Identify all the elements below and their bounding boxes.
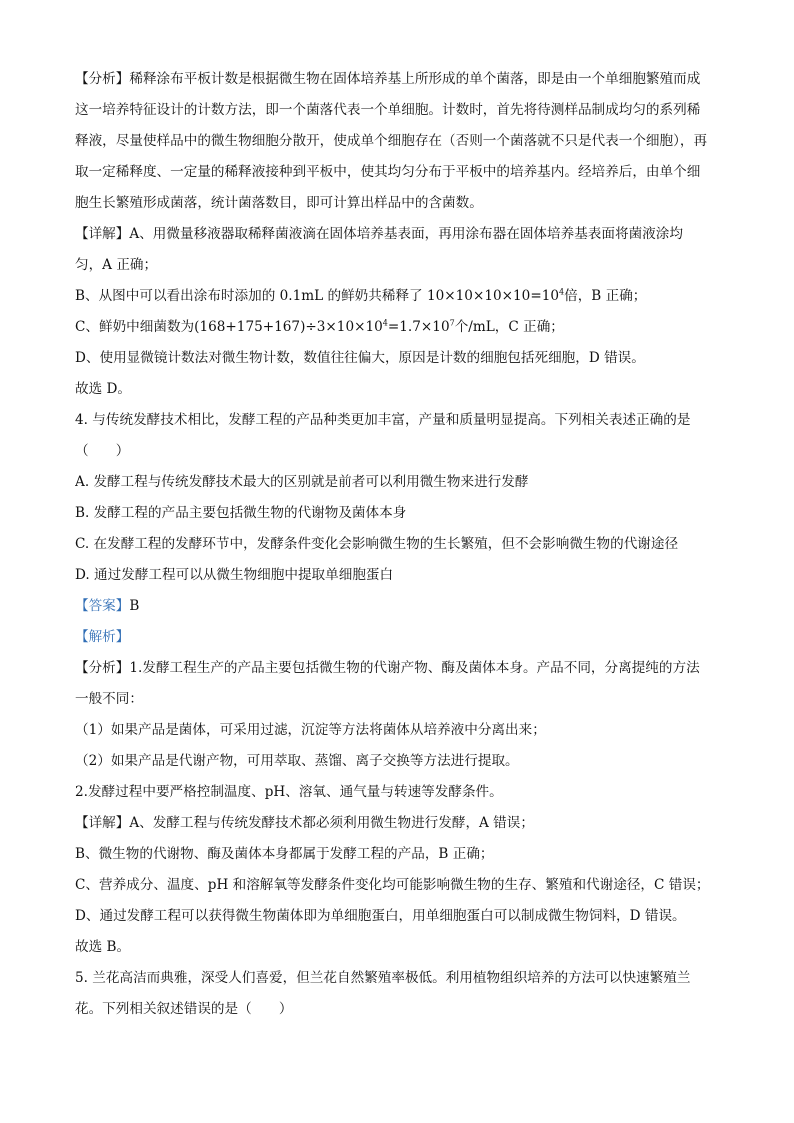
q4-detail-d: D、通过发酵工程可以获得微生物菌体即为单细胞蛋白，用单细胞蛋白可以制成微生物饲料，D 错误。 — [75, 908, 686, 924]
q3-detail-line-1 — [75, 224, 725, 244]
q3-detail-b — [75, 286, 725, 306]
q3-detail-d: D、使用显微镜计数法对微生物计数，数值往往偏大，原因是计数的细胞包括死细胞，D 错误。 — [75, 350, 645, 366]
q4-conclusion: 故选 B。 — [75, 939, 131, 955]
text: A、用微量移液器取稀释菌液滴在固体培养基表面，再用涂布器在固体培养基表面将菌液涂均 — [129, 226, 683, 242]
q3-analysis-line-4: 取一定稀释度、一定量的稀释液接种到平板中，使其均匀分布于平板中的培养基内。经培养后，由单个细 — [75, 164, 701, 180]
superscript: 4 — [559, 287, 565, 297]
analysis-tag: 【分析】 — [75, 71, 130, 87]
answer-value: B — [129, 598, 140, 614]
q4-explain-tag: 【解析】 — [75, 629, 130, 645]
q4-detail-a — [75, 813, 725, 833]
q4-stem-line-1: 4. 与传统发酵技术相比，发酵工程的产品种类更加丰富，产量和质量明显提高。下列相关表述正确的是 — [75, 412, 691, 428]
q4-detail-b: B、微生物的代谢物、酶及菌体本身都属于发酵工程的产品，B 正确； — [75, 846, 494, 862]
q4-detail-c: C、营养成分、温度、pH 和溶解氧等发酵条件变化均可能影响微生物的生存、繁殖和代谢途径，C 错误； — [75, 877, 710, 893]
q4-option-d: D. 通过发酵工程可以从微生物细胞中提取单细胞蛋白 — [75, 567, 394, 583]
text: 倍，B 正确； — [564, 288, 647, 304]
q4-analysis-line-4: （2）如果产品是代谢产物，可用萃取、蒸馏、离子交换等方法进行提取。 — [75, 753, 519, 769]
superscript: 4 — [382, 318, 388, 328]
text: 1.发酵工程生产的产品主要包括微生物的代谢产物、酶及菌体本身。产品不同，分离提纯的方法 — [129, 660, 700, 676]
text: =1.7×10 — [387, 319, 450, 335]
detail-tag: 【详解】 — [75, 815, 130, 831]
q4-analysis-line-5: 2.发酵过程中要严格控制温度、pH、溶氧、通气量与转速等发酵条件。 — [75, 784, 503, 800]
q4-analysis-line-3: （1）如果产品是菌体，可采用过滤，沉淀等方法将菌体从培养液中分离出来； — [75, 722, 546, 738]
q4-analysis-line-1 — [75, 658, 725, 678]
q5-stem-line-2: 花。下列相关叙述错误的是（ ） — [75, 1001, 293, 1017]
q4-option-b: B. 发酵工程的产品主要包括微生物的代谢物及菌体本身 — [75, 505, 407, 521]
q3-analysis-line-2: 这一培养特征设计的计数方法，即一个菌落代表一个单细胞。计数时，首先将待测样品制成均匀的系列稀 — [75, 102, 701, 118]
answer-tag: 【答案】 — [75, 598, 130, 614]
q3-analysis-line-3: 释液，尽量使样品中的微生物细胞分散开，使成单个细胞存在（否则一个菌落就不只是代表一个细胞），再 — [75, 133, 708, 149]
superscript: 7 — [449, 318, 455, 328]
text: 稀释涂布平板计数是根据微生物在固体培养基上所形成的单个菌落，即是由一个单细胞繁殖而成 — [129, 71, 701, 87]
q3-analysis-line-1 — [75, 69, 725, 89]
q3-detail-c — [75, 317, 725, 337]
q5-stem-line-1: 5. 兰花高洁而典雅，深受人们喜爱，但兰花自然繁殖率极低。利用植物组织培养的方法可以快速繁殖兰 — [75, 970, 691, 986]
q4-answer — [75, 596, 725, 616]
detail-tag: 【详解】 — [75, 226, 130, 242]
text: 个/mL，C 正确； — [454, 319, 564, 335]
text: C、鲜奶中细菌数为(168+175+167)÷3×10×10 — [75, 319, 383, 335]
analysis-tag: 【分析】 — [75, 660, 130, 676]
q4-option-c: C. 在发酵工程的发酵环节中，发酵条件变化会影响微生物的生长繁殖，但不会影响微生物的代谢途径 — [75, 536, 679, 552]
q4-stem-line-2: （ ） — [75, 443, 130, 459]
q4-analysis-line-2: 一般不同： — [75, 691, 143, 707]
q4-option-a: A. 发酵工程与传统发酵技术最大的区别就是前者可以利用微生物来进行发酵 — [75, 474, 529, 490]
q3-conclusion: 故选 D。 — [75, 381, 132, 397]
text: B、从图中可以看出涂布时添加的 0.1mL 的鲜奶共稀释了 10×10×10×10=10 — [75, 288, 560, 304]
text: A、发酵工程与传统发酵技术都必须利用微生物进行发酵，A 错误； — [129, 815, 534, 831]
q3-analysis-line-5: 胞生长繁殖形成菌落，统计菌落数目，即可计算出样品中的含菌数。 — [75, 195, 483, 211]
q3-detail-line-2: 匀，A 正确； — [75, 257, 158, 273]
